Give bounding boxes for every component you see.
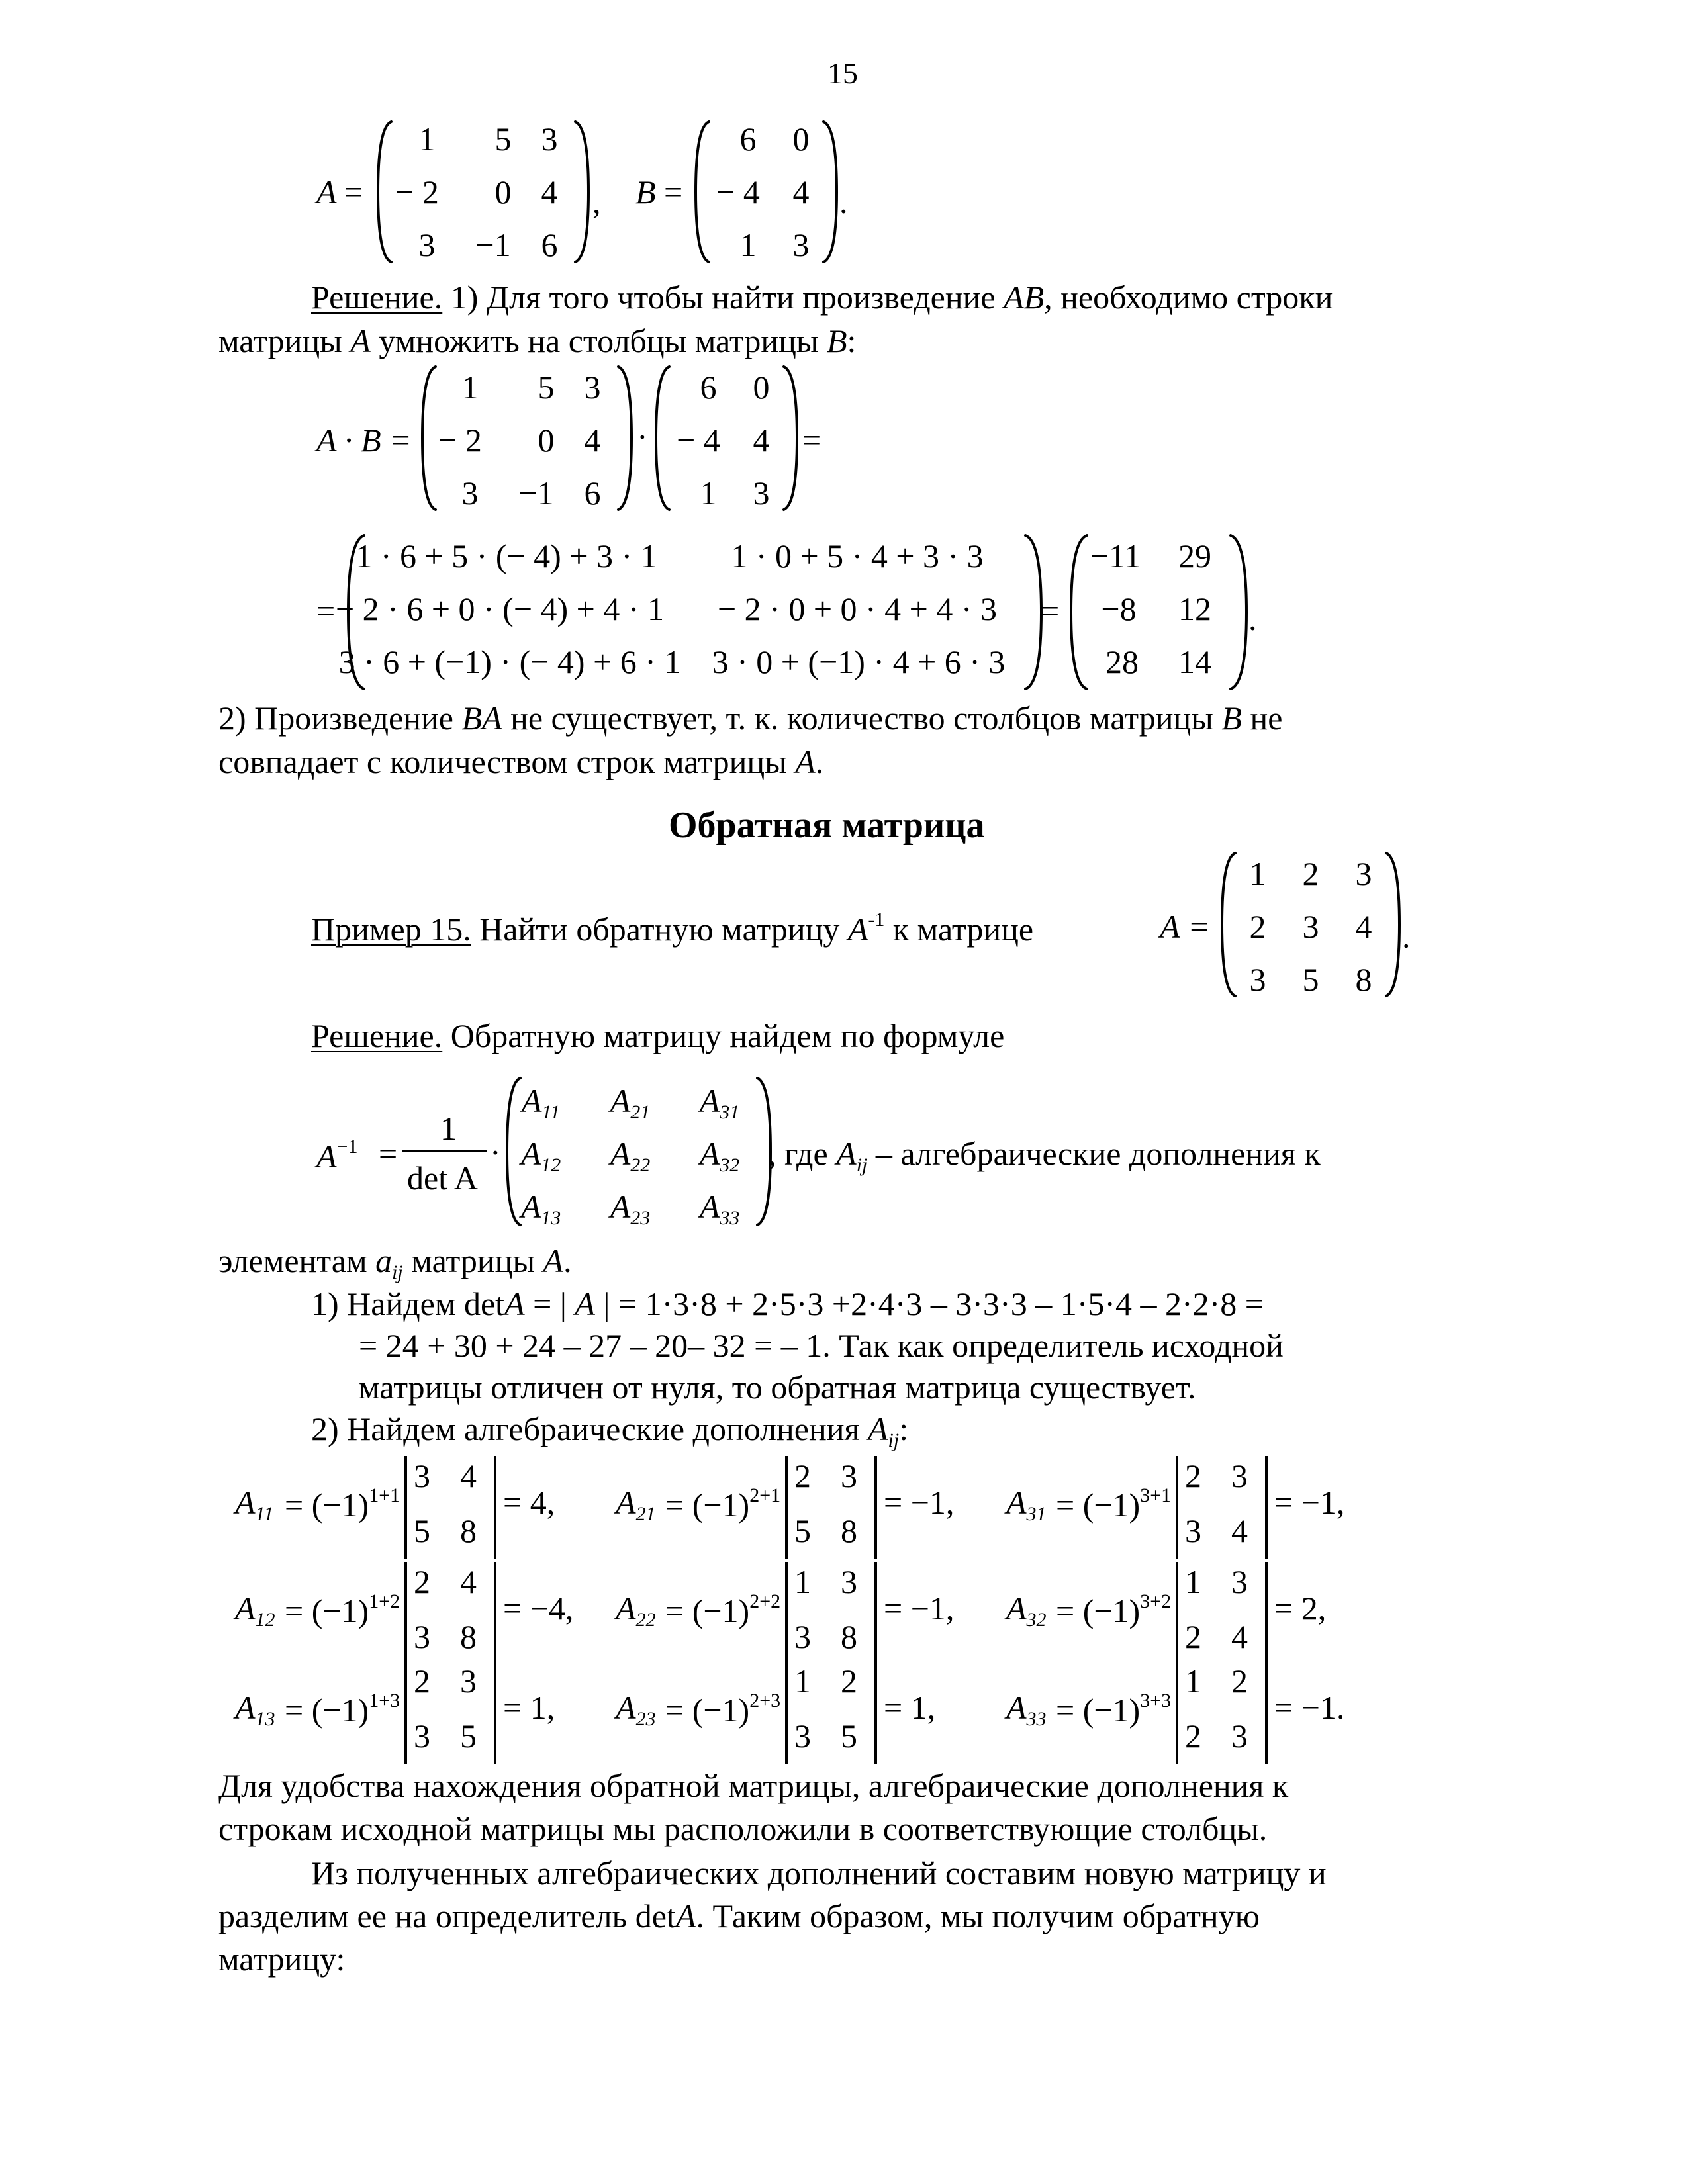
solution1-line1: [311, 281, 1333, 314]
solution-label: Решение.: [311, 1017, 443, 1054]
section-heading: Обратная матрица: [669, 805, 985, 846]
cell: 6: [700, 369, 717, 406]
det-cell: 3: [841, 1563, 857, 1600]
cofactor-result: = −1,: [1274, 1484, 1345, 1521]
formula-lhs: [316, 1137, 357, 1173]
paren: [616, 364, 635, 513]
cell: 2: [1249, 908, 1266, 945]
cell: $A_{31}$: [699, 1082, 740, 1123]
det-bar-right: [493, 1562, 497, 1664]
cofactor-result: = −4,: [503, 1590, 574, 1627]
formula-eq: =: [379, 1135, 398, 1172]
mid-eq: =: [1041, 592, 1060, 629]
det-bar-right: [874, 1456, 878, 1559]
cell: 4: [1355, 908, 1372, 945]
det-cell: 2: [794, 1457, 811, 1494]
cofactor-result: = 1,: [503, 1689, 555, 1726]
text: 1) Для того чтобы найти произведение: [442, 279, 1004, 316]
cofactor-result: = 4,: [503, 1484, 555, 1521]
mul-dot: ·: [637, 418, 648, 455]
solution2-line: [311, 1019, 1004, 1052]
cell: 1 · 0 + 5 · 4 + 3 · 3: [731, 537, 984, 574]
det-cell: 3: [1231, 1457, 1248, 1494]
cell: 3 · 0 + (−1) · 4 + 6 · 3: [712, 643, 1006, 680]
det-bar-right: [1264, 1562, 1268, 1664]
det-bar-left: [404, 1562, 408, 1664]
text: 1) Найдем: [311, 1285, 464, 1322]
step1-line1: [311, 1287, 1264, 1320]
cell: 5: [494, 120, 512, 158]
a-symbol: A: [316, 1138, 337, 1175]
cell: 14: [1178, 643, 1211, 680]
det-bar-right: [493, 1661, 497, 1764]
text: – алгебраические дополнения к: [867, 1135, 1321, 1172]
cell: $A_{23}$: [610, 1188, 651, 1229]
b-left-paren: [692, 119, 712, 265]
cofactor-sign: = $(-1)^{1+1}$: [285, 1484, 400, 1524]
cell: 1: [739, 226, 757, 263]
cell: $A_{32}$: [699, 1135, 740, 1176]
cell: $A_{12}$: [520, 1135, 561, 1176]
b-symbol: B: [826, 322, 847, 359]
cell: 6: [541, 226, 558, 263]
paren: [503, 1075, 523, 1228]
example-line: [311, 910, 1033, 946]
cofactor-sign: = $(-1)^{2+1}$: [665, 1484, 781, 1524]
a-eq: =: [344, 173, 363, 210]
example-label: Пример 15.: [311, 911, 471, 948]
det-cell: 2: [1185, 1457, 1201, 1494]
paren: [1218, 850, 1238, 999]
det-cell: 3: [414, 1717, 430, 1754]
det-cell: 2: [1231, 1662, 1248, 1700]
a-symbol: A: [675, 1897, 696, 1934]
cell: 5: [538, 369, 555, 406]
det-cell: 2: [1185, 1717, 1201, 1754]
cell: 12: [1178, 590, 1211, 627]
paren: [652, 364, 672, 513]
cell: − 2 · 6 + 0 · (− 4) + 4 · 1: [335, 590, 665, 627]
closing-p1-line2: строкам исходной матрицы мы расположили в соответствующие столбцы.: [218, 1810, 1268, 1847]
sub: ij: [856, 1154, 868, 1176]
b-symbol: B: [1221, 700, 1242, 737]
cell: 4: [541, 173, 558, 210]
det-cell: 1: [1185, 1563, 1201, 1600]
cell: 1: [461, 369, 479, 406]
cell: 4: [584, 422, 601, 459]
cell: 3: [418, 226, 436, 263]
step1-line2: = 24 + 30 + 24 – 27 – 20– 32 = – 1. Так как определитель исходной: [359, 1327, 1284, 1364]
closing-p2-line3: матрицу:: [218, 1940, 346, 1978]
det-cell: 3: [414, 1618, 430, 1655]
a-comma: ,: [592, 183, 601, 220]
cell: $A_{21}$: [610, 1082, 651, 1123]
cofactor-name: $A_{22}$: [616, 1590, 656, 1631]
det-cell: 8: [841, 1618, 857, 1655]
solution-label: Решение.: [311, 279, 443, 316]
cofactor-sign: = $(-1)^{2+3}$: [665, 1690, 781, 1729]
step1-line3: матрицы отличен от нуля, то обратная матрица существует.: [359, 1369, 1196, 1406]
text: элементам: [218, 1242, 376, 1279]
det-cell: 3: [1231, 1717, 1248, 1754]
cell: −8: [1101, 590, 1137, 627]
text: разделим ее на определитель: [218, 1897, 635, 1934]
cofactor-sign: = $(-1)^{3+2}$: [1056, 1590, 1172, 1629]
det-bar-left: [1175, 1562, 1179, 1664]
cell: 0: [753, 369, 770, 406]
cell: $A_{33}$: [699, 1188, 740, 1229]
a-right-paren: [573, 119, 592, 265]
det-cell: 3: [460, 1662, 477, 1700]
det-cell: 4: [460, 1563, 477, 1600]
cell: 3: [753, 475, 770, 512]
cofactor-name: $A_{21}$: [616, 1484, 656, 1525]
a-symbol: A: [543, 1242, 564, 1279]
text: не: [1241, 700, 1283, 737]
fraction-bar: [402, 1149, 487, 1153]
cofactor-sign: = $(-1)^{1+2}$: [285, 1590, 400, 1629]
det-bar-right: [493, 1456, 497, 1559]
cell: 0: [494, 173, 512, 210]
det-cell: 4: [1231, 1512, 1248, 1549]
cell: 3: [1249, 961, 1266, 998]
text: :: [899, 1410, 909, 1447]
text: совпадает с количеством строк матрицы: [218, 743, 796, 780]
text: .: [815, 743, 824, 780]
det-cell: 3: [414, 1457, 430, 1494]
cell: 3: [541, 120, 558, 158]
cofactor-result: = 1,: [884, 1689, 936, 1726]
cell: 3: [1355, 855, 1372, 892]
det-cell: 3: [1185, 1512, 1201, 1549]
cofactor-sign: = $(-1)^{3+1}$: [1056, 1484, 1172, 1524]
cell: 5: [1302, 961, 1319, 998]
det-cell: 8: [841, 1512, 857, 1549]
text: 2) Произведение: [218, 700, 462, 737]
cell: 2: [1302, 855, 1319, 892]
cell: 6: [739, 120, 757, 158]
cell: $A_{13}$: [520, 1188, 561, 1229]
paren: [1228, 533, 1251, 692]
formula-where: [768, 1137, 1321, 1175]
page-number: 15: [827, 56, 858, 90]
cofactor-sign: = $(-1)^{1+3}$: [285, 1690, 400, 1729]
cell: −1: [475, 226, 511, 263]
closing-p1-line1: Для удобства нахождения обратной матрицы, алгебраические дополнения к: [218, 1767, 1289, 1804]
cell: 6: [584, 475, 601, 512]
cofactor-result: = −1,: [884, 1484, 955, 1521]
det-bar-left: [784, 1562, 788, 1664]
cell: 1: [1249, 855, 1266, 892]
cofactor-name: $A_{13}$: [235, 1689, 275, 1730]
solution1-line2: [218, 324, 856, 357]
det-bar-left: [404, 1456, 408, 1559]
sub: ij: [888, 1430, 900, 1451]
b-label: B: [635, 173, 656, 210]
det-cell: 4: [1231, 1618, 1248, 1655]
cell: 0: [792, 120, 810, 158]
sub: ij: [392, 1261, 403, 1283]
paren: [418, 364, 438, 513]
det-cell: 5: [460, 1717, 477, 1754]
det-bar-left: [784, 1456, 788, 1559]
cell: 3: [584, 369, 601, 406]
fraction-denominator: det A: [407, 1160, 478, 1197]
cofactor-name: $A_{31}$: [1006, 1484, 1047, 1525]
example-dot: .: [1402, 918, 1411, 955]
cofactor-name: $A_{11}$: [235, 1484, 274, 1525]
det-bar-left: [1175, 1661, 1179, 1764]
end-dot: .: [1248, 600, 1257, 637]
b-eq: =: [664, 173, 683, 210]
det: det: [463, 1285, 505, 1322]
cell: 28: [1105, 643, 1139, 680]
det-bar-right: [874, 1661, 878, 1764]
cofactor-name: $A_{23}$: [616, 1689, 656, 1730]
cell: 3: [461, 475, 479, 512]
cell: 1: [418, 120, 436, 158]
cell: −1: [518, 475, 554, 512]
cell: 8: [1355, 961, 1372, 998]
text: , необходимо строки: [1044, 279, 1333, 316]
inverse-sup: -1: [868, 909, 885, 931]
det-bar-left: [1175, 1456, 1179, 1559]
a-symbol: A: [847, 911, 868, 948]
det-bar-right: [1264, 1661, 1268, 1764]
text: = |: [524, 1285, 575, 1322]
cell: 3: [1302, 908, 1319, 945]
inverse-sup: −1: [336, 1136, 358, 1158]
a-symbol: A: [575, 1285, 595, 1322]
text: матрицы: [402, 1242, 543, 1279]
paren: [781, 364, 801, 513]
det-cell: 4: [460, 1457, 477, 1494]
a-symbol: A: [867, 1410, 888, 1447]
det-cell: 2: [1185, 1618, 1201, 1655]
paren: [1383, 850, 1403, 999]
a-left-paren: [374, 119, 394, 265]
fraction-numerator: 1: [440, 1110, 457, 1147]
cell: 3 · 6 + (−1) · (− 4) + 6 · 1: [338, 643, 681, 680]
text: матрицы: [218, 322, 351, 359]
product-lhs: A · B =: [316, 422, 412, 459]
eq: =: [802, 422, 821, 459]
ba-symbol: BA: [461, 700, 502, 737]
step2-line: [311, 1412, 908, 1451]
det-cell: 3: [841, 1457, 857, 1494]
det-bar-left: [784, 1661, 788, 1764]
text: Обратную матрицу найдем по формуле: [442, 1017, 1005, 1054]
note2-line1: [218, 702, 1282, 735]
text: 2) Найдем алгебраические дополнения: [311, 1410, 868, 1447]
det-cell: 1: [794, 1563, 811, 1600]
text: :: [847, 322, 857, 359]
cell: − 4: [716, 173, 760, 210]
cell: 1: [700, 475, 717, 512]
cofactor-result: = −1.: [1274, 1689, 1345, 1726]
cell: 0: [538, 422, 555, 459]
b-right-paren: [821, 119, 841, 265]
a-label: A: [316, 173, 337, 210]
det-cell: 2: [414, 1662, 430, 1700]
cell: 3: [792, 226, 810, 263]
cell: 29: [1178, 537, 1211, 574]
elements-line: [218, 1244, 572, 1283]
b-dot: .: [839, 183, 848, 220]
det-cell: 8: [460, 1512, 477, 1549]
det-cell: 8: [460, 1618, 477, 1655]
cell: − 2: [438, 422, 482, 459]
lead-eq: =: [316, 592, 336, 629]
det-cell: 3: [794, 1618, 811, 1655]
det-bar-left: [404, 1661, 408, 1764]
det-cell: 5: [794, 1512, 811, 1549]
paren: [1067, 533, 1090, 692]
det-cell: 2: [414, 1563, 430, 1600]
cofactor-sign: = $(-1)^{2+2}$: [665, 1590, 781, 1629]
cell: $A_{22}$: [610, 1135, 651, 1176]
text: Найти обратную матрицу: [471, 911, 848, 948]
det-cell: 1: [794, 1662, 811, 1700]
cell: − 2: [395, 173, 439, 210]
cofactor-result: = 2,: [1274, 1590, 1327, 1627]
text: | = 1·3·8 + 2·5·3 +2·4·3 – 3·3·3 – 1·5·4 – 2·2·8 =: [594, 1285, 1264, 1322]
cell: − 2 · 0 + 0 · 4 + 4 · 3: [717, 590, 998, 627]
det-cell: 5: [414, 1512, 430, 1549]
det-cell: 2: [841, 1662, 857, 1700]
det-bar-right: [874, 1562, 878, 1664]
ab-symbol: AB: [1004, 279, 1045, 316]
det-cell: 5: [841, 1717, 857, 1754]
cell: 4: [792, 173, 810, 210]
cofactor-name: $A_{33}$: [1006, 1689, 1047, 1730]
cell: −11: [1090, 537, 1141, 574]
a-symbol: a: [375, 1242, 393, 1279]
det: det: [635, 1897, 676, 1934]
formula-dot: ·: [490, 1134, 501, 1171]
a-symbol: A: [795, 743, 816, 780]
closing-p2-line1: Из полученных алгебраических дополнений составим новую матрицу и: [311, 1854, 1327, 1891]
cofactor-result: = −1,: [884, 1590, 955, 1627]
text: не существует, т. к. количество столбцов матрицы: [502, 700, 1222, 737]
cell: − 4: [677, 422, 720, 459]
text: к матрице: [884, 911, 1034, 948]
text: .: [563, 1242, 572, 1279]
det-bar-right: [1264, 1456, 1268, 1559]
cell: $A_{11}$: [521, 1082, 561, 1123]
example-a-eq: A =: [1160, 908, 1210, 945]
text: , где: [768, 1135, 837, 1172]
det-cell: 3: [1231, 1563, 1248, 1600]
text: . Таким образом, мы получим обратную: [696, 1897, 1260, 1934]
cofactor-name: $A_{12}$: [235, 1590, 275, 1631]
closing-p2-line2: [218, 1899, 1260, 1933]
a-symbol: A: [350, 322, 371, 359]
cofactor-sign: = $(-1)^{3+3}$: [1056, 1690, 1172, 1729]
note2-line2: [218, 745, 823, 778]
text: умножить на столбцы матрицы: [370, 322, 827, 359]
cell: 1 · 6 + 5 · (− 4) + 3 · 1: [355, 537, 657, 574]
cofactor-name: $A_{32}$: [1006, 1590, 1047, 1631]
det-cell: 3: [794, 1717, 811, 1754]
cell: 4: [753, 422, 770, 459]
a-symbol: A: [836, 1135, 857, 1172]
det-cell: 1: [1185, 1662, 1201, 1700]
a-symbol: A: [504, 1285, 525, 1322]
